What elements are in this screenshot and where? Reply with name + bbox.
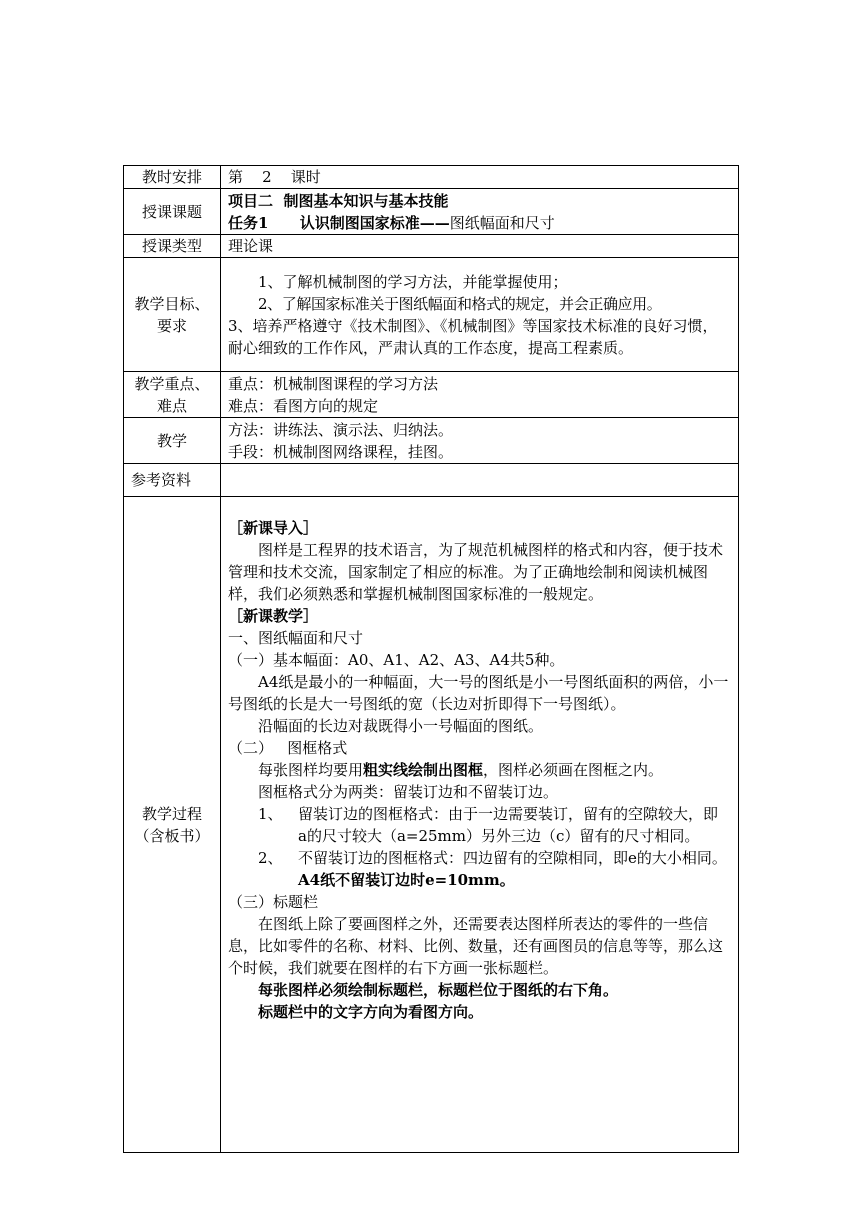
para-a4: A4纸是最小的一种幅面，大一号的图纸是小一号图纸面积的两倍，小一号图纸的长是大一号图纸的宽（长边对折即得下一号图纸）。 [228,673,729,713]
para-title-block: 在图纸上除了要画图样之外，还需要表达图样所表达的零件的一些信息，比如零件的名称、材料、比例、数量，还有画图员的信息等等，那么这个时候，我们就要在图样的右下方画一张标题栏。 [228,915,724,977]
title-rule-1: 每张图样必须绘制标题栏，标题栏位于图纸的右下角。 [258,981,619,999]
value-type: 理论课 [221,235,739,258]
value-method [221,418,739,464]
topic-task [228,212,731,234]
value-topic [221,189,739,235]
value-process [221,497,739,1153]
key-difficulty: 难点：看图方向的规定 [228,396,379,415]
label-key-line2: 难点 [156,396,187,415]
section-1-1-heading: （一）基本幅面：A0、A1、A2、A3、A4共5种。 [228,651,565,669]
teach-heading: ［新课教学］ [228,607,319,625]
frame-type-1 [228,803,731,847]
topic-task-name: 任务1 认识制图国家标准—— [228,213,450,232]
para-frame [228,759,731,781]
frame-post: ，图样必须画在图框之内。 [483,761,664,779]
method-means: 手段：机械制图网络课程，挂图。 [228,442,454,461]
frame-type-1-number: 1、 [258,805,283,823]
label-goals [124,258,221,372]
method-approach: 方法：讲练法、演示法、归纳法。 [228,420,454,439]
frame-type-1-text: 留装订边的图框格式：由于一边需要装订，留有的空隙较大，即 a的尺寸较大（a=25mm）另外三边（c）留有的尺寸相同。 [298,805,733,845]
value-schedule: 第 2 课时 [221,166,739,189]
label-method: 教学 [124,418,221,464]
frame-bold: 粗实线绘制出图框 [363,761,484,779]
row-method [124,418,739,464]
value-goals [221,258,739,372]
row-goals [124,258,739,372]
goal-item-1: 1、了解机械制图的学习方法，并能掌握使用； [258,272,568,291]
section-1-3-heading: （三）标题栏 [228,893,319,911]
row-key [124,372,739,418]
section-1-2-heading: （二） 图框格式 [228,739,348,757]
label-process-line2: （含板书） [134,826,210,845]
key-focus: 重点：机械制图课程的学习方法 [228,374,439,393]
label-goals-line2: 要求 [156,316,187,335]
goal-item-2: 2、了解国家标准关于图纸幅面和格式的规定，并会正确应用。 [258,294,662,313]
intro-heading: ［新课导入］ [228,519,319,537]
label-reference: 参考资料 [124,464,221,497]
label-goals-line1: 教学目标、 [134,294,210,313]
label-schedule: 教时安排 [124,166,221,189]
goal-item-3: 3、培养严格遵守《技术制图》、《机械制图》等国家技术标准的良好习惯，耐心细致的工作作风，严肃认真的工作态度，提高工程素质。 [228,316,718,357]
value-key [221,372,739,418]
row-type [124,235,739,258]
row-topic [124,189,739,235]
row-schedule [124,166,739,189]
para-cut: 沿幅面的长边对裁既得小一号幅面的图纸。 [258,717,544,735]
a4-note: A4纸不留装订边时e=10mm。 [298,871,515,889]
row-reference [124,464,739,497]
label-topic: 授课课题 [124,189,221,235]
title-rule-2: 标题栏中的文字方向为看图方向。 [258,1003,484,1021]
frame-type-2-number: 2、 [258,849,283,867]
lesson-plan-table [123,165,739,1153]
value-reference [221,464,739,497]
row-process [124,497,739,1153]
label-key [124,372,221,418]
topic-project: 项目二 制图基本知识与基本技能 [228,191,449,210]
topic-task-subject: 图纸幅面和尺寸 [449,213,555,232]
label-process [124,497,221,1153]
intro-text: 图样是工程界的技术语言，为了规范机械图样的格式和内容，便于技术管理和技术交流，国家制定了相应的标准。为了正确地绘制和阅读机械图样，我们必须熟悉和掌握机械制图国家标准的一般规定。 [228,541,724,603]
section-1-heading: 一、图纸幅面和尺寸 [228,629,364,647]
frame-pre: 每张图样均要用 [258,761,364,779]
label-type: 授课类型 [124,235,221,258]
frame-type-2-text: 不留装订边的图框格式：四边留有的空隙相同，即e的大小相同。 [298,849,727,867]
label-process-line1: 教学过程 [141,804,202,823]
frame-type-2 [228,847,731,869]
label-key-line1: 教学重点、 [134,374,210,393]
para-frame-types: 图框格式分为两类：留装订边和不留装订边。 [258,783,559,801]
